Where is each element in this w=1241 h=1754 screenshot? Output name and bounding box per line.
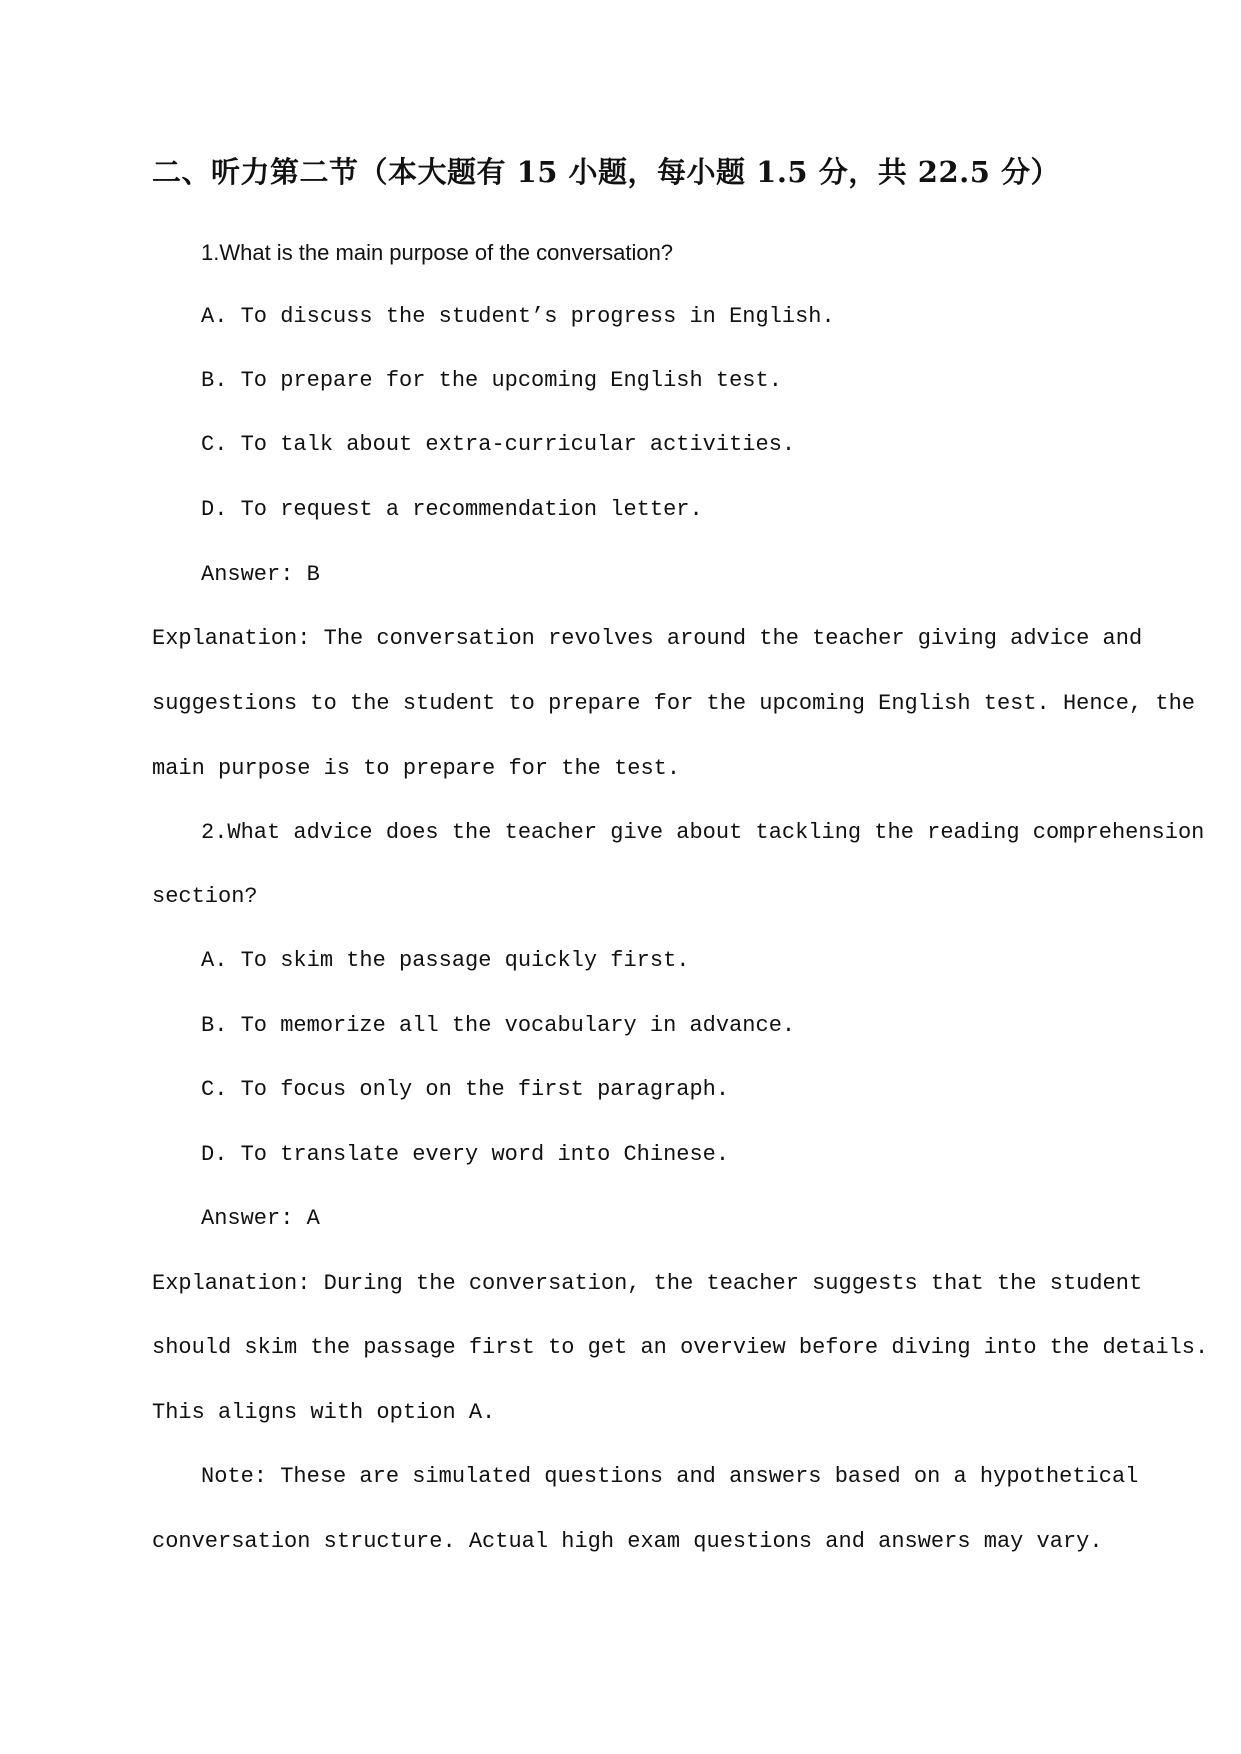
q2-answer: Answer: A bbox=[201, 1206, 320, 1231]
q2-option-b: B. To memorize all the vocabulary in advance. bbox=[201, 1013, 796, 1038]
question-1: 1.What is the main purpose of the conversation? bbox=[201, 240, 674, 265]
question-2-cont: section? bbox=[152, 884, 258, 909]
q1-explanation-line: Explanation: The conversation revolves around the teacher giving advice and bbox=[152, 626, 1143, 651]
q1-option-a: A. To discuss the student’s progress in English. bbox=[201, 304, 835, 329]
q1-answer: Answer: B bbox=[201, 562, 320, 587]
note-line: conversation structure. Actual high exam questions and answers may vary. bbox=[152, 1529, 1103, 1554]
q1-option-c: C. To talk about extra-curricular activities. bbox=[201, 432, 796, 457]
q2-explanation-line: should skim the passage first to get an overview before diving into the details. bbox=[152, 1335, 1209, 1360]
q1-explanation-line: suggestions to the student to prepare for the upcoming English test. Hence, the bbox=[152, 691, 1195, 716]
q1-explanation-line: main purpose is to prepare for the test. bbox=[152, 756, 681, 781]
q2-explanation-line: This aligns with option A. bbox=[152, 1400, 496, 1425]
q1-option-d: D. To request a recommendation letter. bbox=[201, 497, 703, 522]
q2-option-c: C. To focus only on the first paragraph. bbox=[201, 1077, 730, 1102]
question-2: 2.What advice does the teacher give about tackling the reading comprehension bbox=[201, 820, 1205, 845]
q1-option-b: B. To prepare for the upcoming English test. bbox=[201, 368, 782, 393]
q2-option-d: D. To translate every word into Chinese. bbox=[201, 1142, 730, 1167]
q2-explanation-line: Explanation: During the conversation, the teacher suggests that the student bbox=[152, 1271, 1143, 1296]
q2-option-a: A. To skim the passage quickly first. bbox=[201, 948, 690, 973]
section-title: 二、听力第二节（本大题有 15 小题，每小题 1.5 分，共 22.5 分） bbox=[152, 155, 1061, 189]
note-line: Note: These are simulated questions and answers based on a hypothetical bbox=[201, 1464, 1139, 1489]
